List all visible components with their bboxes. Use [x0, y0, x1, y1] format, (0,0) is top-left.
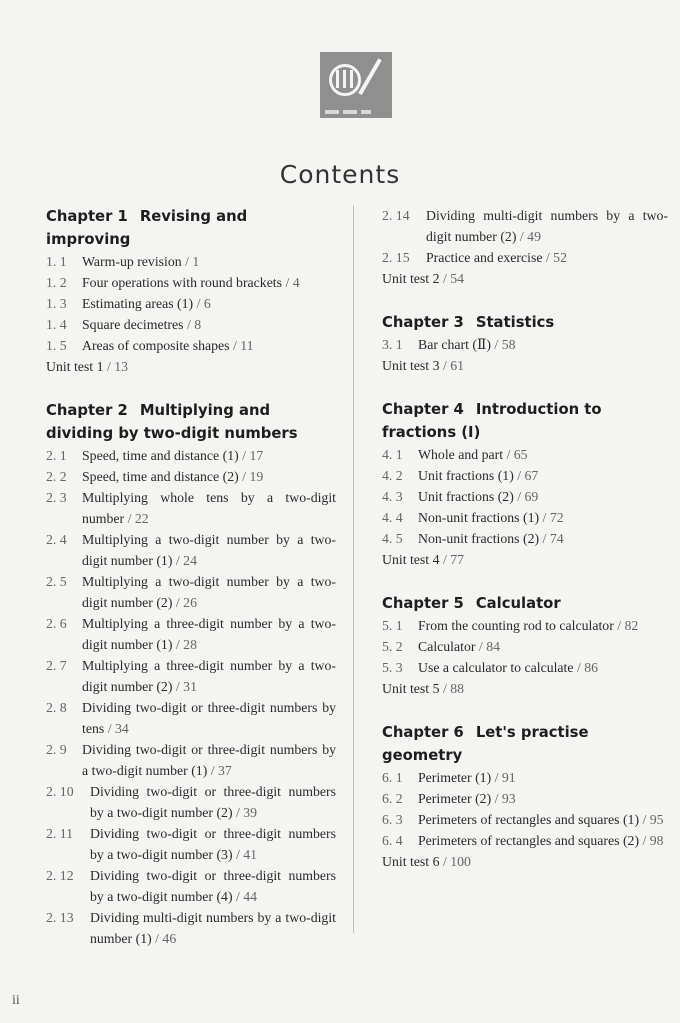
toc-entry: [382, 444, 668, 465]
page-number: ii: [12, 993, 20, 1008]
toc-entry: [46, 655, 336, 697]
entry-title: Perimeter (1) / 91: [418, 770, 516, 785]
entry-number: 5. 3: [382, 660, 403, 675]
entry-number: 1. 1: [46, 254, 67, 269]
entry-page: / 93: [494, 791, 516, 806]
chapter-gap: [382, 699, 668, 721]
entry-title: Dividing multi-digit numbers by a two-digit number (2) / 49: [426, 208, 668, 244]
publisher-logo: [320, 52, 392, 118]
entry-title: Calculator / 84: [418, 639, 501, 654]
right-column: [382, 205, 668, 872]
toc-entry: [382, 334, 668, 355]
entry-number: 2. 4: [46, 532, 67, 547]
chapter-heading: [382, 721, 668, 767]
entry-title: Dividing two-digit or three-digit numbers by a two-digit number (1) / 37: [82, 742, 336, 778]
entry-number: 2. 3: [46, 490, 67, 505]
entry-title: Multiplying whole tens by a two-digit number / 22: [82, 490, 336, 526]
chapter-heading: [46, 205, 336, 251]
entry-page: / 52: [545, 250, 567, 265]
entry-number: 6. 1: [382, 770, 403, 785]
chapter-title: Calculator: [475, 595, 561, 612]
toc-entry: [46, 907, 336, 949]
chapter-block: [46, 205, 336, 377]
entry-page: / 58: [494, 337, 516, 352]
logo-slash: [358, 58, 381, 95]
toc-entry: [46, 293, 336, 314]
toc-entry: [46, 613, 336, 655]
chapter-block: [382, 592, 668, 699]
entry-number: 2. 14: [382, 208, 410, 223]
toc-entry: [382, 486, 668, 507]
unit-test-page: / 88: [442, 681, 465, 696]
entry-title: Dividing multi-digit numbers by a two-digit number (1) / 46: [90, 910, 336, 946]
entry-number: 5. 2: [382, 639, 403, 654]
toc-entry: [382, 247, 668, 268]
toc-entry: [46, 272, 336, 293]
chapter-gap: [46, 377, 336, 399]
unit-test-entry: Unit test 4 / 77: [382, 552, 465, 567]
entry-title: Dividing two-digit or three-digit numbers by tens / 34: [82, 700, 336, 736]
toc-entry: [382, 830, 668, 851]
column-divider: [353, 205, 354, 933]
entry-number: 2. 15: [382, 250, 410, 265]
entry-page: / 74: [542, 531, 564, 546]
entry-title: Multiplying a two-digit number by a two-digit number (1) / 24: [82, 532, 336, 568]
entry-number: 1. 4: [46, 317, 67, 332]
entry-number: 4. 4: [382, 510, 403, 525]
toc-entry: [46, 466, 336, 487]
entry-page: / 24: [175, 553, 197, 568]
entry-number: 4. 2: [382, 468, 403, 483]
entry-title: Unit fractions (1) / 67: [418, 468, 539, 483]
entry-page: / 46: [155, 931, 177, 946]
chapter-heading: [382, 398, 668, 444]
entry-page: / 6: [196, 296, 211, 311]
unit-test-entry: Unit test 3 / 61: [382, 358, 465, 373]
toc-entry: [382, 788, 668, 809]
entry-page: / 37: [210, 763, 232, 778]
unit-test-entry: Unit test 2 / 54: [382, 271, 465, 286]
entry-title: Areas of composite shapes / 11: [82, 338, 254, 353]
entry-page: / 28: [175, 637, 197, 652]
chapter-gap: [382, 376, 668, 398]
unit-test-entry: Unit test 6 / 100: [382, 854, 471, 869]
entry-number: 1. 3: [46, 296, 67, 311]
chapter-heading: [382, 592, 668, 615]
entry-page: / 69: [517, 489, 539, 504]
entry-title: Perimeter (2) / 93: [418, 791, 516, 806]
entry-title: Non-unit fractions (1) / 72: [418, 510, 564, 525]
toc-entry: [46, 335, 336, 356]
unit-test-entry: Unit test 5 / 88: [382, 681, 465, 696]
entry-page: / 1: [185, 254, 200, 269]
entry-title: Perimeters of rectangles and squares (1) / 95: [418, 812, 664, 827]
entry-number: 4. 1: [382, 447, 403, 462]
entry-page: / 72: [542, 510, 564, 525]
chapter-number: Chapter 6: [382, 724, 464, 741]
entry-title: Square decimetres / 8: [82, 317, 202, 332]
unit-test-page: / 77: [442, 552, 465, 567]
entry-number: 6. 2: [382, 791, 403, 806]
entry-page: / 8: [186, 317, 202, 332]
entry-title: Multiplying a two-digit number by a two-digit number (2) / 26: [82, 574, 336, 610]
logo-subtext: [325, 108, 385, 114]
entry-number: 2. 10: [46, 784, 74, 799]
entry-title: Bar chart (Ⅱ) / 58: [418, 337, 516, 352]
unit-test-entry: Unit test 1 / 13: [46, 359, 129, 374]
entry-page: / 91: [494, 770, 516, 785]
entry-title: Practice and exercise / 52: [426, 250, 567, 265]
chapter-gap: [382, 570, 668, 592]
unit-test-page: / 61: [442, 358, 465, 373]
toc-entry: [46, 571, 336, 613]
chapter-heading: [46, 399, 336, 445]
entry-page: / 39: [236, 805, 258, 820]
chapter-block: [382, 311, 668, 376]
entry-page: / 49: [519, 229, 541, 244]
chapter-number: Chapter 1: [46, 208, 128, 225]
entry-page: / 17: [242, 448, 264, 463]
entry-number: 1. 5: [46, 338, 67, 353]
entry-number: 6. 3: [382, 812, 403, 827]
chapter-title: Introduction to fractions (Ⅰ): [382, 401, 602, 441]
chapter-heading: [382, 311, 668, 334]
entry-number: 4. 5: [382, 531, 403, 546]
left-column: [46, 205, 336, 949]
toc-entry: [382, 528, 668, 549]
entry-number: 2. 11: [46, 826, 74, 841]
entry-number: 2. 12: [46, 868, 74, 883]
entry-number: 5. 1: [382, 618, 403, 633]
toc-entry: [382, 657, 668, 678]
toc-entry: [46, 697, 336, 739]
entry-page: / 22: [127, 511, 149, 526]
chapter-title: Let's practise geometry: [382, 724, 589, 764]
entry-page: / 19: [242, 469, 264, 484]
entry-title: Four operations with round brackets / 4: [82, 275, 300, 290]
entry-page: / 31: [175, 679, 197, 694]
entry-number: 3. 1: [382, 337, 403, 352]
chapter-gap: [382, 289, 668, 311]
toc-entry: [46, 781, 336, 823]
entry-page: / 41: [236, 847, 258, 862]
chapter-block: [46, 399, 336, 949]
entry-title: Whole and part / 65: [418, 447, 528, 462]
entry-number: 2. 7: [46, 658, 67, 673]
entry-title: Perimeters of rectangles and squares (2) / 98: [418, 833, 664, 848]
toc-entry: [46, 487, 336, 529]
chapter-number: Chapter 3: [382, 314, 464, 331]
entry-page: / 11: [232, 338, 254, 353]
chapter-title: Revising and improving: [46, 208, 248, 248]
toc-entry: [46, 314, 336, 335]
unit-test-page: / 54: [442, 271, 465, 286]
entry-number: 6. 4: [382, 833, 403, 848]
entry-title: Use a calculator to calculate / 86: [418, 660, 599, 675]
entry-number: 4. 3: [382, 489, 403, 504]
entry-title: Unit fractions (2) / 69: [418, 489, 539, 504]
entry-title: Dividing two-digit or three-digit numbers by a two-digit number (3) / 41: [90, 826, 336, 862]
chapter-block: [382, 721, 668, 872]
chapter-number: Chapter 2: [46, 402, 128, 419]
toc-entry: [382, 809, 668, 830]
entry-page: / 44: [236, 889, 258, 904]
entry-title: Estimating areas (1) / 6: [82, 296, 211, 311]
page-title: Contents: [279, 160, 401, 189]
entry-number: 2. 6: [46, 616, 67, 631]
entry-title: Warm-up revision / 1: [82, 254, 200, 269]
entry-page: / 82: [617, 618, 639, 633]
entry-title: Multiplying a three-digit number by a two-digit number (1) / 28: [82, 616, 336, 652]
entry-page: / 84: [478, 639, 501, 654]
entry-title: Speed, time and distance (2) / 19: [82, 469, 264, 484]
entry-page: / 86: [576, 660, 599, 675]
entry-title: Dividing two-digit or three-digit numbers by a two-digit number (4) / 44: [90, 868, 336, 904]
entry-number: 2. 8: [46, 700, 67, 715]
logo-bars: [336, 70, 354, 88]
toc-entry: [46, 251, 336, 272]
entry-title: Non-unit fractions (2) / 74: [418, 531, 564, 546]
chapter-number: Chapter 4: [382, 401, 464, 418]
toc-entry: [382, 507, 668, 528]
toc-entry: [382, 636, 668, 657]
entry-number: 2. 2: [46, 469, 67, 484]
chapter-block: [382, 398, 668, 570]
entry-page: / 26: [175, 595, 197, 610]
entry-title: Multiplying a three-digit number by a two-digit number (2) / 31: [82, 658, 336, 694]
entry-page: / 34: [107, 721, 129, 736]
toc-entry: [46, 529, 336, 571]
entry-page: / 67: [517, 468, 539, 483]
entry-page: / 65: [506, 447, 528, 462]
toc-entry: [382, 205, 668, 247]
toc-entry: [46, 445, 336, 466]
unit-test-page: / 13: [106, 359, 129, 374]
entry-number: 2. 9: [46, 742, 67, 757]
entry-number: 2. 1: [46, 448, 67, 463]
entry-page: / 98: [642, 833, 664, 848]
chapter-title: Statistics: [475, 314, 555, 331]
toc-entry: [382, 465, 668, 486]
toc-entry: [46, 739, 336, 781]
entry-number: 2. 5: [46, 574, 67, 589]
entry-page: / 95: [642, 812, 664, 827]
unit-test-page: / 100: [442, 854, 471, 869]
toc-entry: [46, 823, 336, 865]
chapter-number: Chapter 5: [382, 595, 464, 612]
entry-title: Dividing two-digit or three-digit numbers by a two-digit number (2) / 39: [90, 784, 336, 820]
chapter-title: Multiplying and dividing by two-digit numbers: [46, 402, 298, 442]
entry-number: 1. 2: [46, 275, 67, 290]
toc-entry: [382, 615, 668, 636]
entry-number: 2. 13: [46, 910, 74, 925]
entry-page: / 4: [285, 275, 300, 290]
entry-title: Speed, time and distance (1) / 17: [82, 448, 264, 463]
toc-entry: [46, 865, 336, 907]
toc-entry: [382, 767, 668, 788]
entry-title: From the counting rod to calculator / 82: [418, 618, 639, 633]
